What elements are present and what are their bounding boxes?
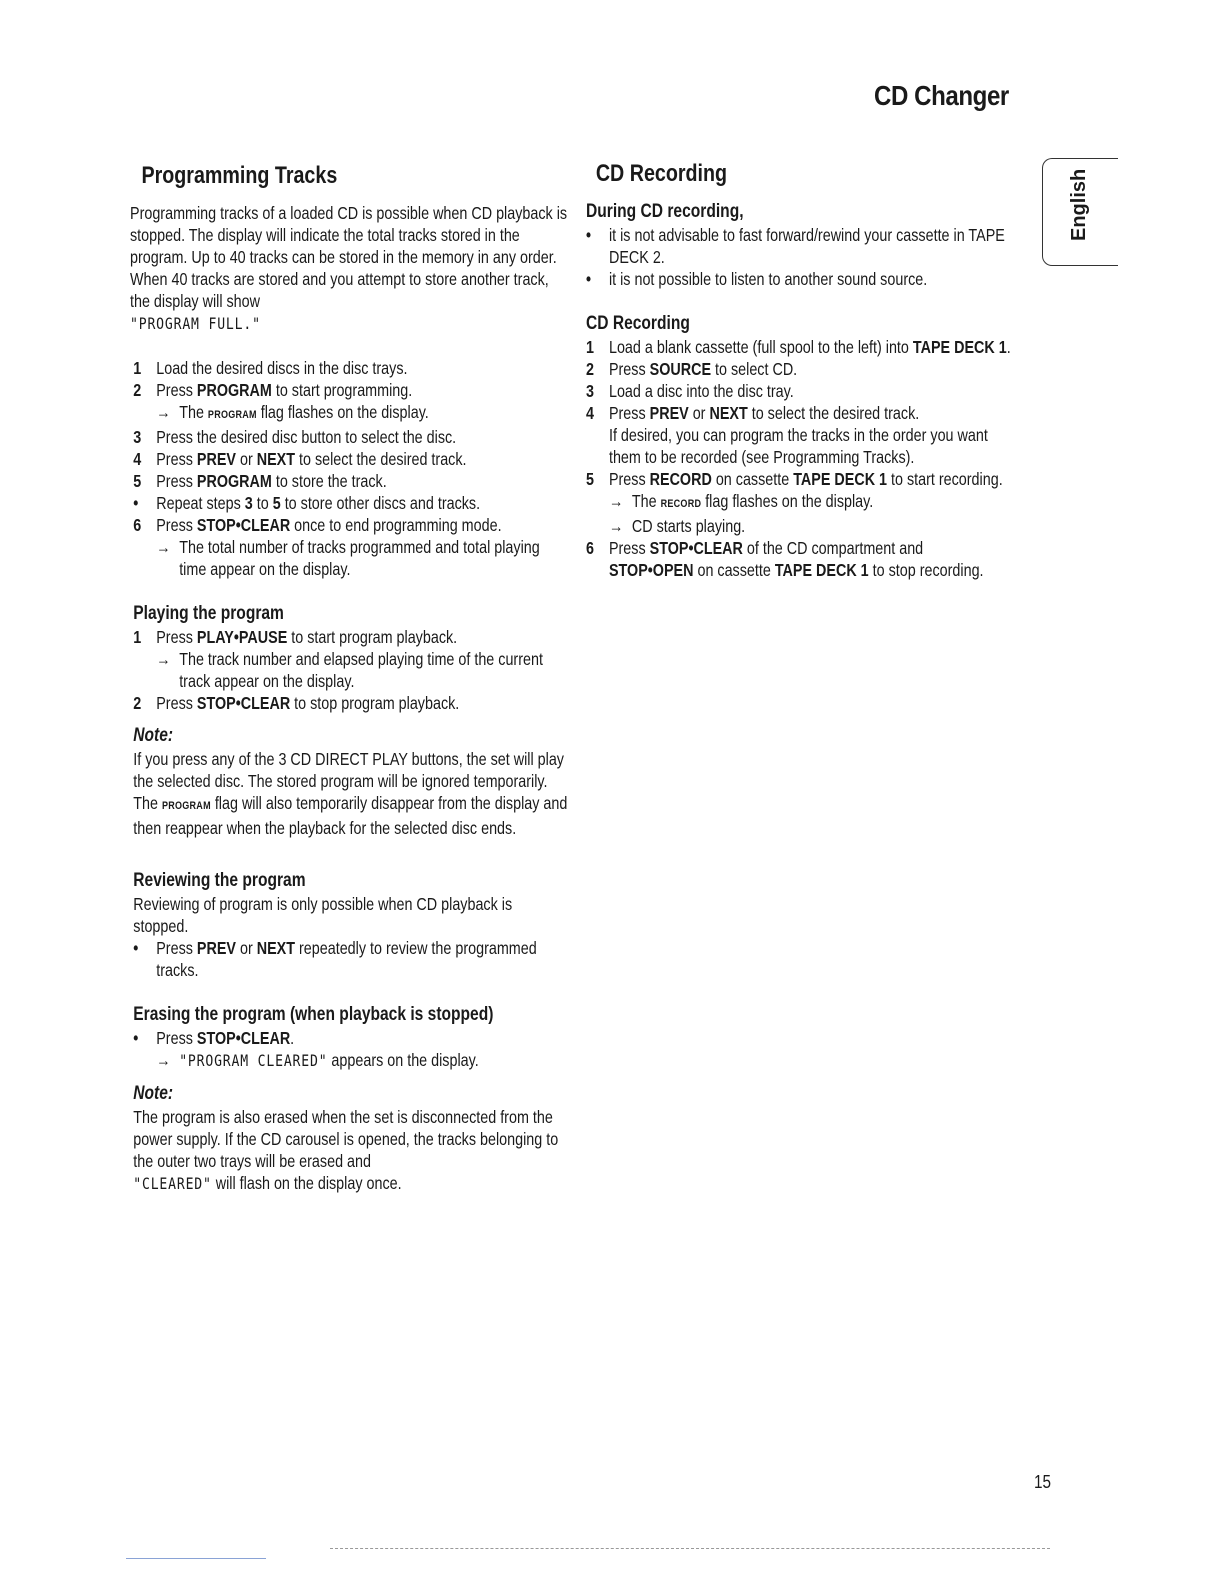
intro-paragraph: Programming tracks of a loaded CD is possible when CD playback is stopped. The display will indicate the total tracks stored in the program. Up to 40 tracks can be stored in the memory in any order. When 40 tracks are stored and you attempt to store another track, the display will show "PROGRAM FULL." [130,203,568,333]
record-flag: RECORD [660,498,702,510]
list-item: • it is not possible to listen to another sound source. [586,269,928,289]
result-line: → The PROGRAM flag flashes on the display. [130,401,570,426]
list-item: 1 Press PLAY•PAUSE to start program playback. [133,627,458,647]
list-item: 6 Press STOP•CLEAR of the CD compartment and STOP•OPEN on cassette TAPE DECK 1 to stop recording. [586,538,984,580]
footer-accent-line [126,1558,266,1559]
list-item: 6 Press STOP•CLEAR once to end programming mode. [133,515,502,535]
section-heading-recording: CD Recording [595,160,728,187]
list-item: 2 Press PROGRAM to start programming. [133,380,413,400]
display-text-cleared: "CLEARED" [133,1174,212,1193]
reviewing-section: Reviewing the program Reviewing of program is only possible when CD playback is stopped. • Press PREV or NEXT repeatedly to review the programmed tracks. [130,869,570,981]
section-heading-programming: Programming Tracks [141,162,338,189]
list-item: 3 Press the desired disc button to select the disc. [133,427,457,447]
note-title: Note: [133,1083,174,1104]
list-item: 4 Press PREV or NEXT to select the desired track. [133,449,467,469]
list-item: • Press PREV or NEXT repeatedly to review the programmed tracks. [133,938,537,980]
left-column [130,160,570,1195]
arrow-icon: → [608,516,624,536]
subheading-erasing: Erasing the program (when playback is stopped) [133,1004,494,1025]
list-item: • it is not advisable to fast forward/rewind your cassette in TAPE DECK 2. [586,225,1005,267]
list-item: 5 Press PROGRAM to store the track. [133,471,387,491]
list-item: 1 Load the desired discs in the disc trays. [133,358,408,378]
program-flag: PROGRAM [162,800,211,812]
note-title: Note: [133,725,174,746]
playing-section [130,602,570,714]
right-column [586,158,1016,581]
language-tab [1042,158,1118,266]
arrow-icon: → [156,1050,171,1070]
programming-steps [130,357,570,580]
arrow-icon: → [156,649,171,669]
list-item: 3 Load a disc into the disc tray. [586,381,794,401]
page-title: CD Changer [874,80,1009,111]
arrow-icon: → [156,537,171,557]
result-line: → CD starts playing. [608,516,746,536]
list-item: 2 Press SOURCE to select CD. [586,359,798,379]
list-item: • Repeat steps 3 to 5 to store other discs and tracks. [133,493,481,513]
display-text-program-full: "PROGRAM FULL." [130,314,261,333]
result-line: → The track number and elapsed playing time of the current track appear on the display. [156,649,543,691]
result-line: → The RECORD flag flashes on the display. [586,490,1016,515]
page-number: 15 [1034,1472,1052,1492]
list-item: 1 Load a blank cassette (full spool to the left) into TAPE DECK 1. [586,337,1011,357]
result-line: → "PROGRAM CLEARED" appears on the display. [156,1050,479,1070]
language-tab-label: English [1068,168,1090,241]
arrow-icon: → [608,491,624,511]
subheading-playing: Playing the program [133,603,284,624]
subheading-reviewing: Reviewing the program [133,870,306,891]
list-item: 2 Press STOP•CLEAR to stop program playback. [133,693,460,713]
note-2: Note: The program is also erased when the set is disconnected from the power supply. If the CD carousel is opened, the tracks belonging to the outer two trays will be erased and "CLEARED" will flash on the display once. [130,1082,570,1195]
erasing-section [130,1003,570,1072]
result-line: → The total number of tracks programmed and total playing time appear on the display. [156,537,540,579]
program-flag: PROGRAM [207,409,257,421]
note-1: Note: If you press any of the 3 CD DIRECT PLAY buttons, the set will play the selected disc. The stored program will be ignored temporarily. The PROGRAM flag will also temporarily disappear from the display and then reappear when the playback for the selected disc ends. [130,724,570,839]
footer-rule [330,1548,1050,1549]
subheading-cd-recording: CD Recording [586,313,690,334]
list-item: 4 Press PREV or NEXT to select the desired track. If desired, you can program the tracks in the order you want them to be recorded (see Programming Tracks). [586,403,988,467]
subheading-during: During CD recording, [586,201,744,222]
display-text-program-cleared: "PROGRAM CLEARED" [179,1051,328,1070]
list-item: 5 Press RECORD on cassette TAPE DECK 1 to start recording. [586,469,1003,489]
arrow-icon: → [156,402,171,422]
list-item: • Press STOP•CLEAR. [133,1028,295,1048]
